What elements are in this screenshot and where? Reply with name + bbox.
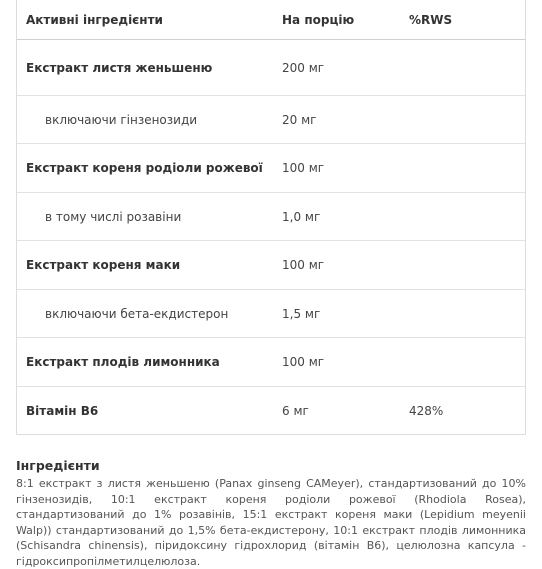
table-row (17, 144, 525, 193)
ingredient-amount: 6 мг (282, 403, 309, 418)
ingredient-name: включаючи бета-екдистерон (45, 306, 229, 321)
ingredient-name: в тому числі розавіни (45, 209, 182, 224)
ingredient-name: Екстракт плодів лимонника (26, 355, 220, 369)
ingredient-name: Вітамін B6 (26, 403, 99, 418)
ingredient-amount: 1,0 мг (282, 209, 321, 224)
ingredient-amount: 200 мг (282, 60, 325, 75)
table-row (17, 40, 525, 96)
table-row (17, 193, 525, 241)
table-row (17, 338, 525, 387)
table-row (17, 387, 525, 434)
ingredient-amount: 20 мг (282, 112, 317, 127)
header-active-ingredients: Активні інгредієнти (26, 12, 163, 27)
ingredient-amount: 100 мг (282, 258, 325, 272)
ingredient-name: Екстракт листя женьшеню (26, 60, 213, 75)
supplement-facts-table (16, 0, 526, 435)
ingredient-name: Екстракт кореня родіоли рожевої (26, 161, 263, 175)
ingredient-amount: 100 мг (282, 355, 325, 369)
ingredient-rws: 428% (409, 403, 444, 418)
header-per-serving: На порцію (282, 12, 355, 27)
ingredient-name: Екстракт кореня маки (26, 258, 181, 272)
table-row (17, 241, 525, 290)
ingredients-text: 8:1 екстракт з листя женьшеню (Panax ginseng CAMeyer), стандартизований до 10% гінзенозидів, 10:1 екстракт кореня родіоли рожевої (Rhodiola Rosea), стандартизований до 1% розавінів, 15:1 екстракт кореня маки (Lepidium meyenii Walp)) стандартизований до 1,5% бета-екдистерону, 10:1 екстракт плодів лимонника (Schisandra chinensis), піридоксину гідрохлорид (вітамін B6), целюлозна капсула - гідроксипропілметилцелюлоза. (16, 477, 526, 568)
ingredients-title: Інгредієнти (16, 458, 100, 473)
ingredient-amount: 1,5 мг (282, 306, 321, 321)
ingredient-name: включаючи гінзенозиди (45, 112, 198, 127)
ingredient-amount: 100 мг (282, 161, 325, 175)
table-row (17, 290, 525, 338)
ingredients-section (16, 458, 526, 569)
header-rws: %RWS (409, 12, 453, 27)
table-row (17, 96, 525, 144)
table-header-row (17, 0, 525, 40)
